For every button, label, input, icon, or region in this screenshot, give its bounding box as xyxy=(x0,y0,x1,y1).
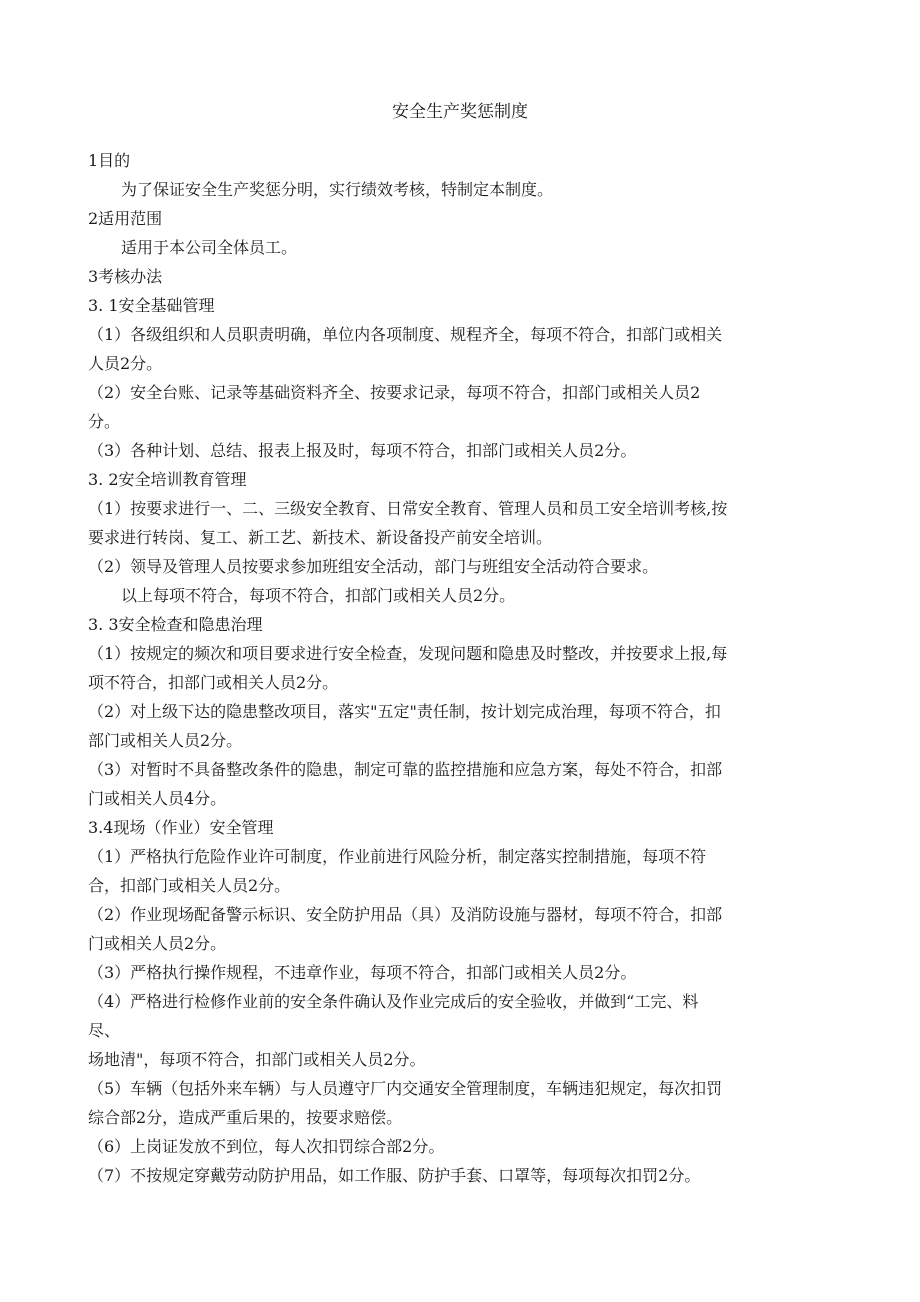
paragraph-line: （1）各级组织和人员职责明确，单位内各项制度、规程齐全，每项不符合，扣部门或相关 xyxy=(88,325,723,344)
paragraph-line: （3）对暂时不具备整改条件的隐患，制定可靠的监控措施和应急方案，每处不符合，扣部 xyxy=(88,760,723,779)
subsection-heading: 3. 2安全培训教育管理 xyxy=(88,470,247,489)
paragraph-line: （6）上岗证发放不到位，每人次扣罚综合部2分。 xyxy=(88,1137,445,1156)
paragraph-line: （5）车辆（包括外来车辆）与人员遵守厂内交通安全管理制度，车辆违犯规定，每次扣罚 xyxy=(88,1079,723,1098)
paragraph-line: 部门或相关人员2分。 xyxy=(88,731,243,750)
paragraph-line: 项不符合，扣部门或相关人员2分。 xyxy=(88,673,339,692)
paragraph-line: 以上每项不符合，每项不符合，扣部门或相关人员2分。 xyxy=(121,586,516,605)
paragraph-line: （2）安全台账、记录等基础资料齐全、按要求记录，每项不符合，扣部门或相关人员2 xyxy=(88,383,701,402)
paragraph-line: 综合部2分，造成严重后果的，按要求赔偿。 xyxy=(88,1108,403,1127)
paragraph-line: （4）严格进行检修作业前的安全条件确认及作业完成后的安全验收，并做到“工完、料 xyxy=(88,992,699,1011)
subsection-heading: 3. 1安全基础管理 xyxy=(88,296,215,315)
paragraph-line: （3）严格执行操作规程，不违章作业，每项不符合，扣部门或相关人员2分。 xyxy=(88,963,637,982)
paragraph-line: 人员2分。 xyxy=(88,354,163,373)
section-heading: 1目的 xyxy=(88,151,131,170)
paragraph-line: （1）按要求进行一、二、三级安全教育、日常安全教育、管理人员和员工安全培训考核,按 xyxy=(88,499,728,518)
document-title: 安全生产奖惩制度 xyxy=(392,102,528,122)
subsection-heading: 3. 3安全检查和隐患治理 xyxy=(88,615,263,634)
paragraph-line: （2）作业现场配备警示标识、安全防护用品（具）及消防设施与器材，每项不符合，扣部 xyxy=(88,905,723,924)
paragraph-line: 门或相关人员2分。 xyxy=(88,934,227,953)
paragraph-line: 尽、 xyxy=(88,1021,121,1040)
paragraph-line: （1）按规定的频次和项目要求进行安全检查，发现问题和隐患及时整改，并按要求上报,每 xyxy=(88,644,728,663)
paragraph-line: 要求进行转岗、复工、新工艺、新技术、新设备投产前安全培训。 xyxy=(88,528,553,547)
paragraph-line: 适用于本公司全体员工。 xyxy=(121,238,298,257)
paragraph-line: （2）对上级下达的隐患整改项目，落实"五定"责任制，按计划完成治理，每项不符合，扣 xyxy=(88,702,721,721)
paragraph-line: 场地清"，每项不符合，扣部门或相关人员2分。 xyxy=(88,1050,426,1069)
section-heading: 3考核办法 xyxy=(88,267,163,286)
paragraph-line: 为了保证安全生产奖惩分明，实行绩效考核，特制定本制度。 xyxy=(121,180,554,199)
paragraph-line: 分。 xyxy=(88,412,121,431)
paragraph-line: （2）领导及管理人员按要求参加班组安全活动，部门与班组安全活动符合要求。 xyxy=(88,557,659,576)
section-heading: 2适用范围 xyxy=(88,209,163,228)
paragraph-line: 合，扣部门或相关人员2分。 xyxy=(88,876,291,895)
paragraph-line: （7）不按规定穿戴劳动防护用品，如工作服、防护手套、口罩等，每项每次扣罚2分。 xyxy=(88,1166,701,1185)
paragraph-line: （1）严格执行危险作业许可制度，作业前进行风险分析，制定落实控制措施，每项不符 xyxy=(88,847,707,866)
paragraph-line: （3）各种计划、总结、报表上报及时，每项不符合，扣部门或相关人员2分。 xyxy=(88,441,637,460)
document-body xyxy=(88,146,834,1190)
paragraph-line: 门或相关人员4分。 xyxy=(88,789,227,808)
subsection-heading: 3.4现场（作业）安全管理 xyxy=(88,818,274,837)
